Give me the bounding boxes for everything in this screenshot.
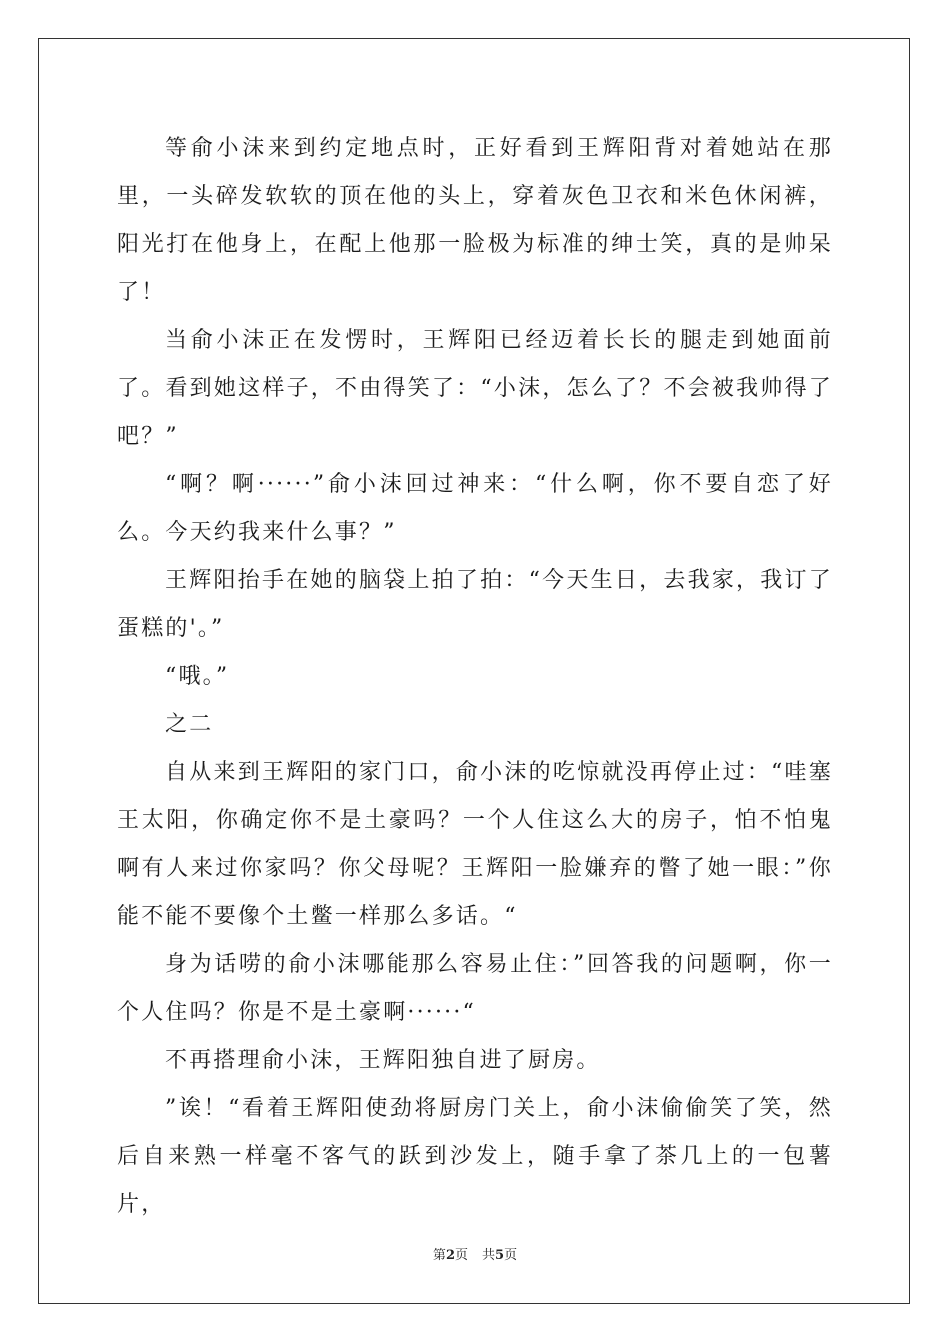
- paragraph-6: 自从来到王辉阳的家门口，俞小沫的吃惊就没再停止过：“哇塞王太阳，你确定你不是土豪吗？一个人住这么大的房子，怕不怕鬼啊有人来过你家吗？你父母呢？王辉阳一脸嫌弃的瞥了她一眼：”你能不能不要像个土鳖一样那么多话。“: [117, 760, 833, 929]
- total-suffix: 页: [504, 1248, 518, 1263]
- paragraph-3: “啊？啊······”俞小沫回过神来：“什么啊，你不要自恋了好么。今天约我来什么事？”: [117, 472, 833, 545]
- section-heading: 之二: [165, 712, 214, 737]
- page-number: [433, 1248, 468, 1263]
- page-suffix: 页: [454, 1248, 468, 1263]
- paragraph-2: 当俞小沫正在发愣时，王辉阳已经迈着长长的腿走到她面前了。看到她这样子，不由得笑了：“小沫，怎么了？不会被我帅得了吧？”: [117, 328, 833, 449]
- paragraph-1: 等俞小沫来到约定地点时，正好看到王辉阳背对着她站在那里，一头碎发软软的顶在他的头上，穿着灰色卫衣和米色休闲裤，阳光打在他身上，在配上他那一脸极为标准的绅士笑，真的是帅呆了！: [117, 136, 833, 305]
- paragraph-8: 不再搭理俞小沫，王辉阳独自进了厨房。: [165, 1048, 601, 1073]
- page-footer: [0, 1248, 950, 1264]
- page-prefix: 第: [432, 1248, 446, 1263]
- paragraph-5: “哦。”: [165, 664, 230, 689]
- document-body: [117, 125, 833, 1229]
- paragraph-4: 王辉阳抬手在她的脑袋上拍了拍：“今天生日，去我家，我订了蛋糕的'。”: [117, 568, 833, 641]
- page-total: [482, 1248, 517, 1263]
- total-prefix: 共: [482, 1248, 496, 1263]
- paragraph-7: 身为话唠的俞小沫哪能那么容易止住：”回答我的问题啊，你一个人住吗？你是不是土豪啊······“: [117, 952, 833, 1025]
- total-pages: 5: [495, 1248, 505, 1263]
- paragraph-9: ”诶！“看着王辉阳使劲将厨房门关上，俞小沫偷偷笑了笑，然后自来熟一样毫不客气的跃到沙发上，随手拿了茶几上的一包薯片，: [117, 1096, 833, 1217]
- current-page: 2: [445, 1248, 455, 1263]
